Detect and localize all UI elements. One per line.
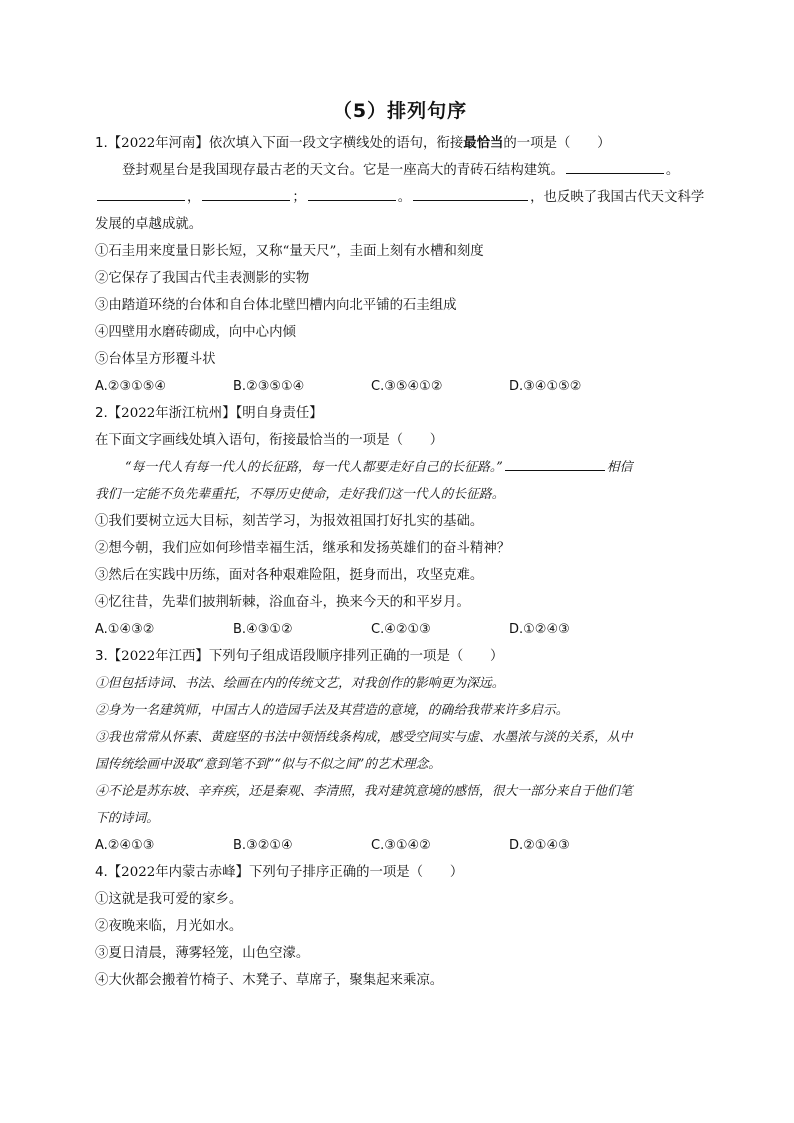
q1-passage-line-3: 发展的卓越成就。 <box>95 217 203 232</box>
q1-option-c[interactable]: C.③⑤④①② <box>371 379 443 394</box>
q2-number: 2. <box>95 406 108 421</box>
q1-item: ⑤台体呈方形覆斗状 <box>95 352 216 367</box>
q4-prompt: 下列句子排序正确的一项是（ ） <box>248 865 464 880</box>
q2-item: ①我们要树立远大目标，刻苦学习，为报效祖国打好扎实的基础。 <box>95 514 484 529</box>
q1-source: 【2022年河南】 <box>107 136 209 151</box>
q1-passage-line-2: ， ； 。 ，也反映了我国古代天文科学 <box>95 184 705 211</box>
q1-blank-4 <box>308 186 396 201</box>
q1-option-a[interactable]: A.②③①⑤④ <box>95 379 167 394</box>
q2-passage-line-1: “每一代人有每一代人的长征路，每一代人都要走好自己的长征路。” 相信 <box>95 454 705 481</box>
q3-source: 【2022年江西】 <box>107 649 209 664</box>
q4-source: 【2022年内蒙古赤峰】 <box>107 865 249 880</box>
q3-option-a[interactable]: A.②④①③ <box>95 838 155 853</box>
q1-prompt: 依次填入下面一段文字横线处的语句，衔接 <box>208 136 464 151</box>
q3-options <box>95 832 705 859</box>
q2-option-c[interactable]: C.④②①③ <box>371 622 431 637</box>
q3-line: ④不论是苏东坡、辛弃疾，还是秦观、李清照，我对建筑意境的感悟，很大一部分来自于他们笔 <box>95 784 633 799</box>
q2-passage-line-2: 我们一定能不负先辈重托，不辱历史使命，走好我们这一代人的长征路。 <box>95 487 505 502</box>
q2-header <box>95 400 705 427</box>
q4-item: ①这就是我可爱的家乡。 <box>95 892 243 907</box>
q2-item: ④忆往昔，先辈们披荆斩棘，浴血奋斗，换来今天的和平岁月。 <box>95 595 470 610</box>
q1-item: ④四壁用水磨砖砌成，向中心内倾 <box>95 325 296 340</box>
q2-prompt: 在下面文字画线处填入语句，衔接最恰当的一项是（ ） <box>95 433 444 448</box>
q1-options <box>95 373 705 400</box>
q1-header <box>95 130 705 157</box>
q3-line: 下的诗词。 <box>95 811 159 826</box>
q1-blank-2 <box>97 186 185 201</box>
q2-option-a[interactable]: A.①④③② <box>95 622 155 637</box>
q2-option-d[interactable]: D.①②④③ <box>509 622 570 637</box>
q4-item: ③夏日清晨，薄雾轻笼，山色空濛。 <box>95 946 310 961</box>
q1-number: 1. <box>95 136 108 151</box>
q4-number: 4. <box>95 865 108 880</box>
q3-line: ③我也常常从怀素、黄庭坚的书法中领悟线条构成，感受空间实与虚、水墨浓与淡的关系，从中 <box>95 730 633 745</box>
q1-item: ③由踏道环绕的台体和自台体北壁凹槽内向北平铺的石圭组成 <box>95 298 457 313</box>
q2-item: ③然后在实践中历练，面对各种艰难险阻，挺身而出，攻坚克难。 <box>95 568 484 583</box>
q2-item: ②想今朝，我们应如何珍惜幸福生活，继承和发扬英雄们的奋斗精神？ <box>95 541 511 556</box>
q4-item: ②夜晚来临，月光如水。 <box>95 919 243 934</box>
q1-prompt-end: 的一项是（ ） <box>503 136 611 151</box>
q3-option-b[interactable]: B.③②①④ <box>233 838 293 853</box>
q3-header <box>95 643 705 670</box>
q1-blank-5 <box>413 186 528 201</box>
q3-number: 3. <box>95 649 108 664</box>
q2-option-b[interactable]: B.④③①② <box>233 622 293 637</box>
q1-option-b[interactable]: B.②③⑤①④ <box>233 379 305 394</box>
q3-line: ②身为一名建筑师，中国古人的造园手法及其营造的意境，的确给我带来许多启示。 <box>95 703 569 718</box>
q3-option-d[interactable]: D.②①④③ <box>509 838 570 853</box>
questions <box>95 130 705 994</box>
q2-source: 【2022年浙江杭州】【明自身责任】 <box>107 406 323 421</box>
q3-line: ①但包括诗词、书法、绘画在内的传统文艺，对我创作的影响更为深远。 <box>95 676 505 691</box>
q3-line: 国传统绘画中汲取“意到笔不到”“似与不似之间”的艺术理念。 <box>95 757 442 772</box>
q4-item: ④大伙都会搬着竹椅子、木凳子、草席子，聚集起来乘凉。 <box>95 973 444 988</box>
q3-option-c[interactable]: C.③①④② <box>371 838 431 853</box>
q2-blank <box>505 456 605 471</box>
q1-item: ②它保存了我国古代圭表测影的实物 <box>95 271 310 286</box>
q4-header <box>95 859 705 886</box>
q3-prompt: 下列句子组成语段顺序排列正确的一项是（ ） <box>208 649 504 664</box>
q1-passage-line-1: 登封观星台是我国现存最古老的天文台。它是一座高大的青砖石结构建筑。 。 <box>95 157 705 184</box>
q1-item: ①石圭用来度量日影长短，又称“量天尺”，圭面上刻有水槽和刻度 <box>95 244 484 259</box>
q1-option-d[interactable]: D.③④①⑤② <box>509 379 582 394</box>
q2-options <box>95 616 705 643</box>
page-title: （5）排列句序 <box>332 100 468 122</box>
q1-blank-3 <box>202 186 290 201</box>
q1-prompt-emphasis: 最恰当 <box>463 135 504 151</box>
q1-blank-1 <box>566 159 664 174</box>
